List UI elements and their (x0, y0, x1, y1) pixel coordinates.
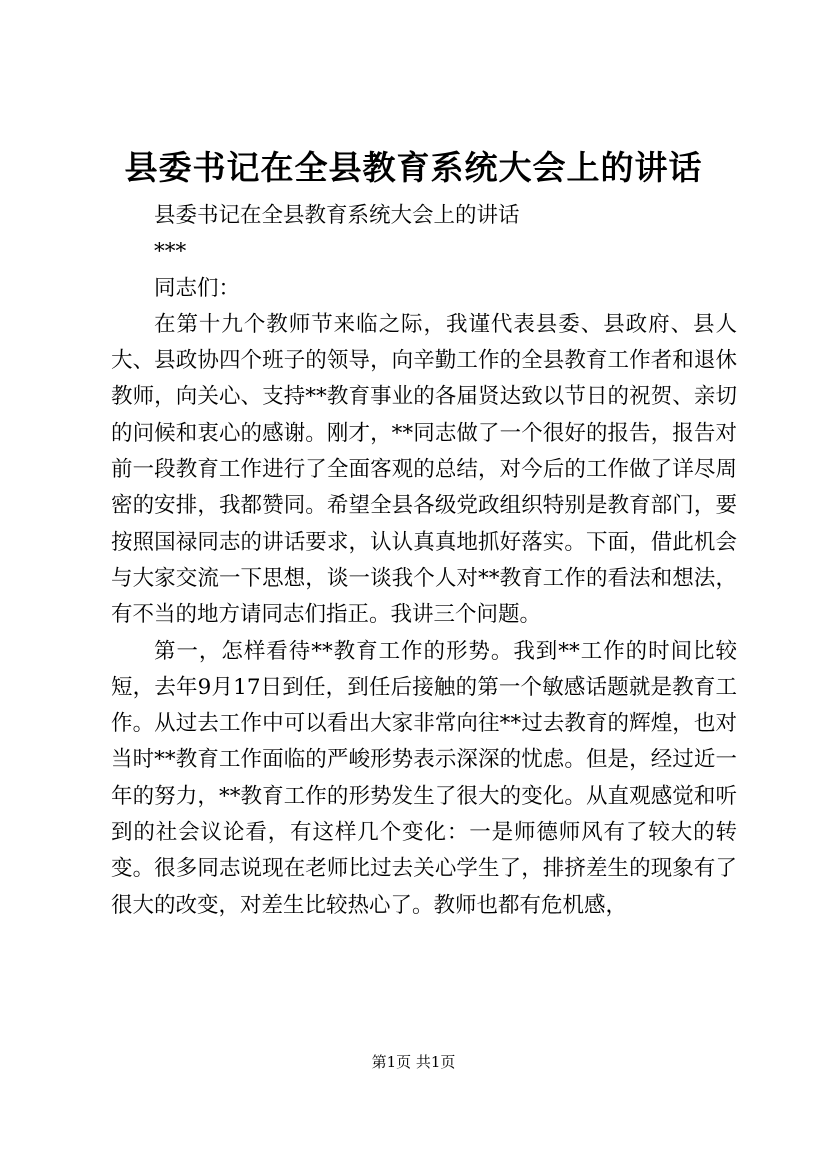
document-title: 县委书记在全县教育系统大会上的讲话 (124, 148, 703, 187)
subtitle-paragraph: 县委书记在全县教育系统大会上的讲话 (154, 203, 520, 228)
author-placeholder: *** (154, 239, 187, 265)
page-number-footer: 第1页 共1页 (371, 1053, 456, 1071)
body-paragraph: 第一，怎样看待**教育工作的形势。我到**工作的时间比较短，去年9月17日到任，到任后接触的第一个敏感话题就是教育工作。从过去工作中可以看出大家非常向往**过去教育的辉煌，也对当时**教育工作面临的严峻形势表示深深的忧虑。但是，经过近一年的努力，**教育工作的形势发生了很大的变化。从直观感觉和听到的社会议论看，有这样几个变化：一是师德师风有了较大的转变。很多同志说现在老师比过去关心学生了，排挤差生的现象有了很大的改变，对差生比较热心了。教师也都有危机感， (111, 638, 737, 918)
body-paragraph: 在第十九个教师节来临之际，我谨代表县委、县政府、县人大、县政协四个班子的领导，向辛勤工作的全县教育工作者和退休教师，向关心、支持**教育事业的各届贤达致以节日的祝贺、亲切的问候和衷心的感谢。刚才，**同志做了一个很好的报告，报告对前一段教育工作进行了全面客观的总结，对今后的工作做了详尽周密的安排，我都赞同。希望全县各级党政组织特别是教育部门，要按照国禄同志的讲话要求，认认真真地抓好落实。下面，借此机会与大家交流一下思想，谈一谈我个人对**教育工作的看法和想法，有不当的地方请同志们指正。我讲三个问题。 (111, 311, 737, 628)
document-body (111, 198, 737, 924)
salutation-paragraph: 同志们： (154, 275, 241, 301)
